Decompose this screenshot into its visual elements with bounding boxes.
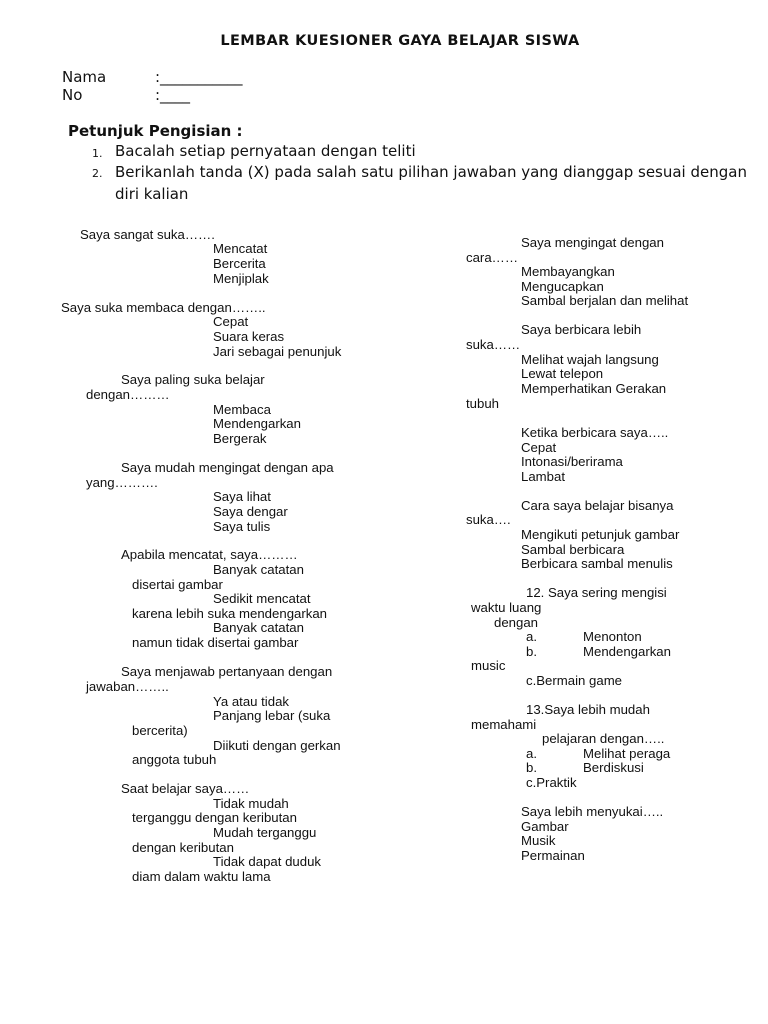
answer-letter: b.	[526, 760, 537, 775]
answer-letter: a.	[526, 746, 537, 761]
answer-option[interactable]: Mudah terganggu	[213, 825, 317, 840]
answer-option[interactable]: Jari sebagai penunjuk	[213, 344, 342, 359]
question-text: Saya paling suka belajar	[121, 372, 265, 387]
question-text-continued: waktu luang	[471, 600, 542, 615]
instructions-heading: Petunjuk Pengisian :	[68, 122, 243, 140]
answer-option[interactable]: Panjang lebar (suka	[213, 708, 331, 723]
instruction-text: Bacalah setiap pernyataan dengan teliti	[115, 142, 416, 160]
instruction-text: Berikanlah tanda (X) pada salah satu pilihan jawaban yang dianggap sesuai dengan	[115, 163, 747, 181]
answer-option[interactable]: Membayangkan	[521, 264, 615, 279]
answer-option[interactable]: Mendengarkan	[213, 416, 301, 431]
answer-option[interactable]: Membaca	[213, 402, 271, 417]
answer-option[interactable]: Memperhatikan Gerakan	[521, 381, 667, 396]
answer-option-continued: music	[471, 658, 506, 673]
answer-option[interactable]: Tidak mudah	[213, 796, 289, 811]
answer-option[interactable]: Berdiskusi	[583, 760, 644, 775]
answer-option[interactable]: Mencatat	[213, 241, 268, 256]
answer-option[interactable]: Lambat	[521, 469, 565, 484]
question-text-continued: dengan………	[86, 387, 170, 402]
question-text-continued: yang……….	[86, 475, 158, 490]
answer-option[interactable]: Bergerak	[213, 431, 267, 446]
answer-option[interactable]: Saya lihat	[213, 489, 271, 504]
answer-option[interactable]: Diikuti dengan gerkan	[213, 738, 341, 753]
answer-option[interactable]: Lewat telepon	[521, 366, 604, 381]
question-text-continued: pelajaran dengan…..	[542, 731, 665, 746]
answer-option[interactable]: Saya dengar	[213, 504, 288, 519]
question-text-continued: memahami	[471, 717, 537, 732]
answer-option[interactable]: Menjiplak	[213, 271, 269, 286]
instruction-number: 1.	[92, 147, 103, 160]
answer-option[interactable]: Gambar	[521, 819, 569, 834]
question-text: 12. Saya sering mengisi	[526, 585, 667, 600]
answer-option[interactable]: Menonton	[583, 629, 642, 644]
answer-option[interactable]: Cepat	[521, 440, 557, 455]
answer-letter: b.	[526, 644, 537, 659]
question-text-continued: cara……	[466, 250, 519, 265]
answer-option[interactable]: Permainan	[521, 848, 585, 863]
answer-option[interactable]: Mendengarkan	[583, 644, 671, 659]
answer-option[interactable]: Sambal berbicara	[521, 542, 625, 557]
answer-option[interactable]: Cepat	[213, 314, 249, 329]
answer-option[interactable]: Berbicara sambal menulis	[521, 556, 673, 571]
answer-letter: a.	[526, 629, 537, 644]
question-text-continued: dengan	[494, 615, 539, 630]
answer-option[interactable]: Musik	[521, 833, 556, 848]
question-text: Ketika berbicara saya…..	[521, 425, 669, 440]
answer-option-continued: tubuh	[466, 396, 500, 411]
question-text: Saya sangat suka…….	[80, 227, 215, 242]
question-text-continued: suka….	[466, 512, 511, 527]
answer-option[interactable]: Melihat peraga	[583, 746, 671, 761]
answer-option[interactable]: Saya tulis	[213, 519, 271, 534]
question-text: Saat belajar saya……	[121, 781, 250, 796]
instruction-number: 2.	[92, 167, 103, 180]
answer-option-continued: disertai gambar	[132, 577, 223, 592]
question-text: Saya berbicara lebih	[521, 322, 642, 337]
answer-option[interactable]: Sedikit mencatat	[213, 591, 311, 606]
question-text: Saya menjawab pertanyaan dengan	[121, 664, 333, 679]
question-text: 13.Saya lebih mudah	[526, 702, 650, 717]
name-label: Nama	[62, 68, 107, 86]
answer-option[interactable]: Banyak catatan	[213, 620, 304, 635]
question-text: Saya mengingat dengan	[521, 235, 664, 250]
answer-option[interactable]: Mengucapkan	[521, 279, 604, 294]
answer-option-continued: terganggu dengan keributan	[132, 810, 297, 825]
answer-option-continued: anggota tubuh	[132, 752, 217, 767]
name-field[interactable]: :___________	[155, 68, 243, 86]
number-label: No	[62, 86, 83, 104]
answer-option[interactable]: Banyak catatan	[213, 562, 304, 577]
answer-option-continued: namun tidak disertai gambar	[132, 635, 299, 650]
document-title: LEMBAR KUESIONER GAYA BELAJAR SISWA	[220, 33, 580, 49]
answer-option[interactable]: Intonasi/berirama	[521, 454, 623, 469]
number-field[interactable]: :____	[155, 86, 191, 104]
question-text: Saya lebih menyukai…..	[521, 804, 664, 819]
instruction-text-continued: diri kalian	[115, 185, 189, 203]
answer-option-continued: karena lebih suka mendengarkan	[132, 606, 328, 621]
question-text: Saya suka membaca dengan……..	[61, 300, 266, 315]
question-text: Cara saya belajar bisanya	[521, 498, 674, 513]
answer-option[interactable]: Sambal berjalan dan melihat	[521, 293, 689, 308]
answer-option[interactable]: c.Praktik	[526, 775, 577, 790]
answer-option[interactable]: Tidak dapat duduk	[213, 854, 322, 869]
answer-option[interactable]: Ya atau tidak	[213, 694, 290, 709]
answer-option-continued: dengan keributan	[132, 840, 234, 855]
question-text-continued: jawaban……..	[86, 679, 169, 694]
answer-option[interactable]: c.Bermain game	[526, 673, 623, 688]
question-text-continued: suka……	[466, 337, 521, 352]
answer-option[interactable]: Mengikuti petunjuk gambar	[521, 527, 680, 542]
answer-option[interactable]: Bercerita	[213, 256, 266, 271]
answer-option-continued: bercerita)	[132, 723, 188, 738]
answer-option-continued: diam dalam waktu lama	[132, 869, 271, 884]
question-text: Apabila mencatat, saya………	[121, 547, 298, 562]
answer-option[interactable]: Suara keras	[213, 329, 285, 344]
answer-option[interactable]: Melihat wajah langsung	[521, 352, 659, 367]
question-text: Saya mudah mengingat dengan apa	[121, 460, 334, 475]
